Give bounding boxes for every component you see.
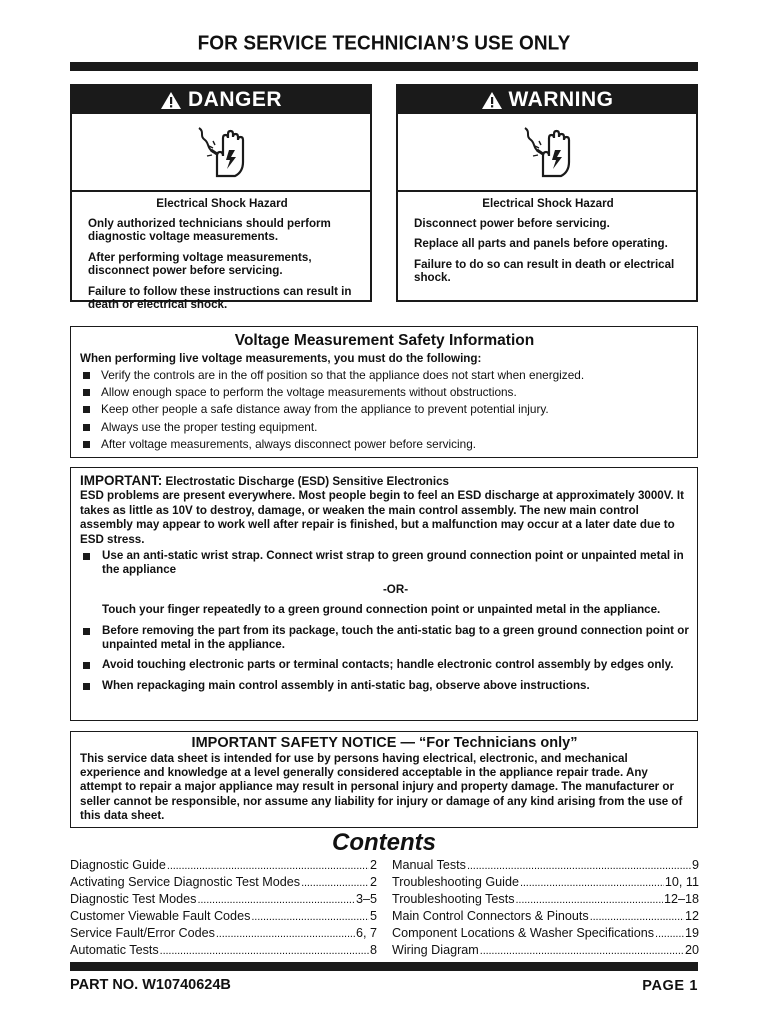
toc-entry-label: Customer Viewable Fault Codes: [70, 909, 251, 923]
toc-entry[interactable]: [392, 857, 699, 874]
toc-entry-label: Diagnostic Test Modes: [70, 892, 197, 906]
toc-leader: [520, 874, 664, 891]
esd-heading-text: Electrostatic Discharge (ESD) Sensitive Electronics: [165, 475, 449, 488]
toc-entry-page: 3–5: [355, 892, 377, 906]
safety-notice-box: [70, 731, 698, 828]
warning-line: Replace all parts and panels before operating.: [414, 237, 668, 250]
list-item: Avoid touching electronic parts or terminal contacts; handle electronic control assembly by edges only.: [80, 658, 689, 672]
voltage-safety-intro: When performing live voltage measurements, you must do the following:: [80, 352, 482, 365]
list-item: Allow enough space to perform the voltage measurements without obstructions.: [80, 384, 689, 401]
warning-text: [398, 192, 696, 285]
warning-header: [398, 86, 696, 114]
warning-triangle-icon: [481, 91, 503, 110]
list-item: When repackaging main control assembly in anti-static bag, observe above instructions.: [80, 679, 689, 693]
list-item: Always use the proper testing equipment.: [80, 419, 689, 436]
voltage-safety-title: Voltage Measurement Safety Information: [234, 332, 535, 349]
esd-paragraph: ESD problems are present everywhere. Most people begin to feel an ESD discharge at approximately 3000V. It takes as little as 10V to destroy, damage, or weaken the main control assembly. The new main control assembly may appear to work well after repair is finished, but a malfunction may occur at a later date due to ESD stress.: [80, 489, 684, 546]
esd-or: -OR-: [382, 582, 409, 596]
esd-list-continued: [80, 624, 689, 694]
safety-notice-body: This service data sheet is intended for use by persons having electrical, electronic, and mechanical experience and knowledge at a level generally considered acceptable in the appliance repair trade. Any attempt to repair a major appliance may result in personal injury and property damage. The manufacturer or seller cannot be responsible, nor assume any liability for injury or damage of any kind arising from the use of this data sheet.: [80, 752, 683, 822]
toc-leader: [516, 891, 663, 908]
toc-leader: [216, 925, 355, 942]
danger-box: [70, 84, 372, 311]
danger-header: [72, 86, 370, 114]
electrical-shock-hand-icon: [398, 114, 696, 190]
list-item: Verify the controls are in the off position so that the appliance does not start when energized.: [80, 367, 689, 384]
toc-entry[interactable]: [70, 857, 377, 874]
toc-entry[interactable]: [392, 925, 699, 942]
safety-notice-title: IMPORTANT SAFETY NOTICE — “For Technicians only”: [191, 735, 578, 751]
toc-entry[interactable]: [70, 891, 377, 908]
toc-entry-label: Service Fault/Error Codes: [70, 926, 215, 940]
toc-leader: [251, 908, 369, 925]
toc-entry-page: 20: [684, 943, 699, 957]
toc-entry[interactable]: [70, 925, 377, 942]
toc-leader: [301, 874, 369, 891]
toc-leader: [655, 925, 684, 942]
toc-entry-page: 9: [691, 858, 699, 872]
toc-entry[interactable]: [392, 891, 699, 908]
toc-entry-page: 19: [684, 926, 699, 940]
toc-leader: [197, 891, 355, 908]
toc-entry-label: Manual Tests: [392, 858, 466, 872]
esd-important-label: IMPORTANT:: [80, 473, 163, 488]
toc-entry-label: Activating Service Diagnostic Test Modes: [70, 875, 301, 889]
bottom-rule: [70, 962, 698, 971]
danger-text: [72, 192, 370, 312]
danger-line: After performing voltage measurements, disconnect power before servicing.: [88, 250, 312, 277]
esd-box: [70, 467, 698, 721]
list-item: After voltage measurements, always disconnect power before servicing.: [80, 436, 689, 453]
toc-entry-page: 10, 11: [664, 875, 699, 889]
toc-entry[interactable]: [70, 874, 377, 891]
danger-subtitle: Electrical Shock Hazard: [156, 197, 288, 210]
toc-right-column: [392, 857, 699, 959]
warning-box: [396, 84, 698, 302]
toc-entry[interactable]: [70, 942, 377, 959]
toc-entry-label: Wiring Diagram: [392, 943, 479, 957]
toc-entry-label: Diagnostic Guide: [70, 858, 166, 872]
list-item: [80, 549, 689, 597]
toc-entry-page: 2: [369, 875, 377, 889]
toc-entry[interactable]: [392, 942, 699, 959]
toc-entry[interactable]: [70, 908, 377, 925]
danger-line: Failure to follow these instructions can result in death or electrical shock.: [88, 284, 352, 311]
toc-entry-label: Troubleshooting Tests: [392, 892, 515, 906]
page-number: PAGE 1: [642, 978, 698, 994]
top-rule: [70, 62, 698, 71]
voltage-safety-list: [80, 367, 689, 453]
esd-heading: [80, 474, 689, 489]
toc-leader: [160, 942, 369, 959]
warning-subtitle: Electrical Shock Hazard: [482, 197, 614, 210]
toc-entry-label: Main Control Connectors & Pinouts: [392, 909, 589, 923]
toc-entry-page: 12–18: [663, 892, 699, 906]
toc-leader: [590, 908, 684, 925]
warning-line: Disconnect power before servicing.: [414, 216, 610, 230]
part-number: PART NO. W10740624B: [70, 977, 231, 993]
toc-entry-page: 2: [369, 858, 377, 872]
voltage-safety-box: [70, 326, 698, 458]
list-item: Keep other people a safe distance away from the appliance to prevent potential injury.: [80, 401, 689, 418]
electrical-shock-hand-icon: [72, 114, 370, 190]
toc-entry[interactable]: [392, 908, 699, 925]
toc-entry-page: 12: [684, 909, 699, 923]
esd-touch-text: Touch your finger repeatedly to a green ground connection point or unpainted metal in the appliance.: [102, 603, 661, 617]
toc-entry-page: 6, 7: [355, 926, 377, 940]
contents-title: Contents: [332, 829, 436, 856]
esd-list: [80, 549, 689, 597]
toc-left-column: [70, 857, 377, 959]
list-item: Before removing the part from its package, touch the anti-static bag to a green ground connection point or unpainted metal in the appliance.: [80, 624, 689, 653]
page-title: FOR SERVICE TECHNICIAN’S USE ONLY: [197, 32, 571, 55]
toc-entry-page: 5: [369, 909, 377, 923]
toc-leader: [167, 857, 369, 874]
toc-entry-label: Automatic Tests: [70, 943, 159, 957]
toc-entry-label: Troubleshooting Guide: [392, 875, 519, 889]
warning-line: Failure to do so can result in death or electrical shock.: [414, 257, 675, 284]
toc-entry[interactable]: [392, 874, 699, 891]
toc-entry-label: Component Locations & Washer Specifications: [392, 926, 655, 940]
danger-line: Only authorized technicians should perform diagnostic voltage measurements.: [88, 216, 331, 243]
danger-label: DANGER: [187, 88, 282, 111]
toc-entry-page: 8: [369, 943, 377, 957]
toc-leader: [467, 857, 691, 874]
warning-label: WARNING: [508, 88, 614, 111]
esd-item-text: Use an anti-static wrist strap. Connect wrist strap to green ground connection point or unpainted metal in the appliance: [102, 549, 684, 577]
toc-leader: [480, 942, 684, 959]
warning-triangle-icon: [160, 91, 182, 110]
